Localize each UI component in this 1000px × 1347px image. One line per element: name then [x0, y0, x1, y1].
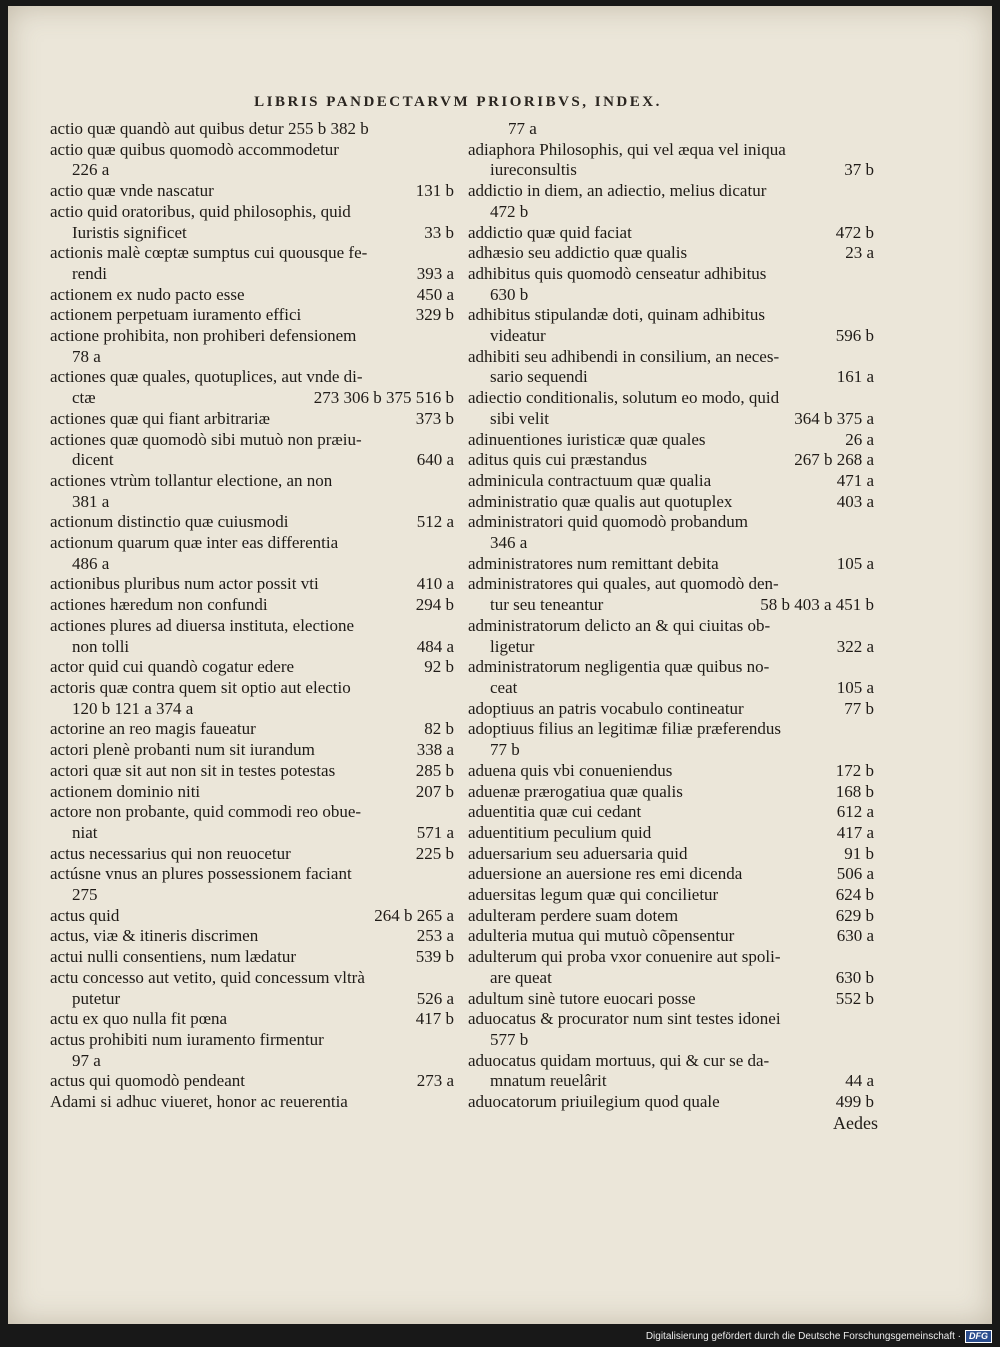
entry-page-ref: 253 a — [416, 926, 454, 946]
entry-page-ref: 630 a — [836, 926, 874, 946]
index-entry — [468, 264, 874, 285]
index-entry — [468, 367, 874, 388]
index-entry — [50, 1009, 454, 1030]
entry-text: actus, viæ & itineris discrimen — [50, 926, 259, 946]
index-entry — [50, 926, 454, 947]
entry-page-ref: 44 a — [845, 1071, 874, 1091]
entry-text: Adami si adhuc viueret, honor ac reuerentia — [50, 1092, 348, 1112]
entry-page-ref: 26 a — [845, 429, 874, 449]
entry-page-ref: 294 b — [415, 595, 454, 615]
entry-text: adulteram perdere suam dotem — [468, 905, 679, 925]
entry-page-ref: 225 b — [415, 843, 454, 863]
entry-text: aduersarium seu aduersaria quid — [468, 843, 688, 863]
entry-text: actiones quæ qui fiant arbitrariæ — [50, 408, 270, 428]
index-entry — [468, 678, 874, 699]
entry-text: actor quid cui quandò cogatur edere — [50, 657, 295, 677]
entry-text: actio quid oratoribus, quid philosophis, quid — [50, 201, 351, 221]
index-entry — [468, 305, 874, 326]
index-entry — [468, 1009, 874, 1030]
index-entry — [468, 802, 874, 823]
entry-text: actiones quæ quales, quotuplices, aut vnde di- — [50, 367, 363, 387]
entry-text: actorine an reo magis faueatur — [50, 719, 256, 739]
index-column-right — [468, 119, 878, 1133]
entry-text: tur seu teneantur — [490, 595, 604, 615]
digitization-footer — [0, 1330, 992, 1343]
entry-text: actus qui quomodò pendeant — [50, 1071, 245, 1091]
index-entry — [50, 554, 454, 575]
entry-text: aduenæ prærogatiua quæ qualis — [468, 781, 683, 801]
entry-text: adhibiti seu adhibendi in consilium, an neces- — [468, 346, 780, 366]
entry-text: Iuristis significet — [72, 222, 187, 242]
entry-text: administratio quæ qualis aut quotuplex — [468, 491, 733, 511]
entry-text: sibi velit — [490, 408, 550, 428]
entry-text: mnatum reuelârit — [490, 1071, 607, 1091]
index-entry — [50, 864, 454, 885]
index-entry — [50, 533, 454, 554]
entry-page-ref: 417 a — [836, 822, 874, 842]
entry-text: actionibus pluribus num actor possit vti — [50, 574, 319, 594]
entry-page-ref: 629 b — [835, 905, 874, 925]
entry-page-ref: 571 a — [416, 822, 454, 842]
entry-text: actionem perpetuam iuramento effici — [50, 305, 302, 325]
index-entry — [468, 885, 874, 906]
entry-text: non tolli — [72, 636, 130, 656]
index-entry — [50, 947, 454, 968]
entry-page-ref: 264 b 265 a — [374, 905, 454, 925]
index-entry — [50, 1051, 454, 1072]
dfg-logo-icon: DFG — [965, 1330, 992, 1343]
entry-text: adiaphora Philosophis, qui vel æqua vel iniqua — [468, 139, 786, 159]
index-entry — [50, 678, 454, 699]
entry-page-ref: 273 a — [416, 1071, 454, 1091]
entry-text: aduocatorum priuilegium quod quale — [468, 1092, 720, 1112]
index-entry — [50, 595, 454, 616]
index-entry — [50, 719, 454, 740]
index-entry — [50, 616, 454, 637]
entry-text: putetur — [72, 988, 121, 1008]
entry-text: adminicula contractuum quæ qualia — [468, 470, 712, 490]
entry-page-ref: 596 b — [835, 326, 874, 346]
catchword: Aedes — [833, 1112, 878, 1133]
entry-text: actio quæ quandò aut quibus detur 255 b 382 b — [50, 119, 369, 138]
entry-text: actiones quæ quomodò sibi mutuò non præiu- — [50, 429, 362, 449]
index-entry — [50, 968, 454, 989]
entry-text: aditus quis cui præstandus — [468, 450, 647, 470]
scanned-page — [8, 6, 992, 1324]
entry-text: 630 b — [490, 284, 529, 304]
index-entry — [468, 1071, 874, 1092]
entry-page-ref: 403 a — [836, 491, 874, 511]
index-entry — [50, 492, 454, 513]
entry-page-ref: 105 a — [836, 677, 874, 697]
entry-page-ref: 338 a — [416, 740, 454, 760]
entry-page-ref: 552 b — [835, 988, 874, 1008]
index-entry — [50, 326, 454, 347]
entry-text: ceat — [490, 677, 518, 697]
index-entry — [50, 285, 454, 306]
index-entry — [468, 1092, 874, 1113]
entry-page-ref: 471 a — [836, 470, 874, 490]
index-entry — [468, 450, 874, 471]
index-entry — [468, 160, 874, 181]
footer-credit-text: Digitalisierung gefördert durch die Deutsche Forschungsgemeinschaft · — [645, 1331, 961, 1343]
index-entry — [468, 409, 874, 430]
entry-text: sario sequendi — [490, 367, 588, 387]
index-entry — [468, 202, 874, 223]
entry-page-ref: 373 b — [415, 408, 454, 428]
entry-text: adhibitus quis quomodò censeatur adhibitus — [468, 263, 767, 283]
index-entry — [468, 243, 874, 264]
index-entry — [468, 471, 874, 492]
entry-text: actionem dominio niti — [50, 781, 201, 801]
index-entry — [50, 1030, 454, 1051]
index-entry — [50, 657, 454, 678]
entry-text: videatur — [490, 326, 546, 346]
index-entry — [468, 1030, 874, 1051]
index-entry — [468, 1051, 874, 1072]
entry-text: addictio quæ quid faciat — [468, 222, 632, 242]
entry-text: adulteria mutua qui mutuò cõpensentur — [468, 926, 735, 946]
index-entry — [468, 616, 874, 637]
entry-text: adulterum qui proba vxor conuenire aut spoli- — [468, 947, 781, 967]
entry-page-ref: 393 a — [416, 263, 454, 283]
index-entry — [50, 1092, 454, 1113]
index-entry — [468, 637, 874, 658]
index-entry — [50, 802, 454, 823]
entry-page-ref: 82 b — [424, 719, 454, 739]
entry-text: administratores qui quales, aut quomodò den- — [468, 574, 779, 594]
index-entry — [468, 657, 874, 678]
entry-text: niat — [72, 822, 98, 842]
entry-text: actionum quarum quæ inter eas differentia — [50, 533, 339, 553]
index-entry — [468, 388, 874, 409]
index-entry — [50, 181, 454, 202]
entry-page-ref: 285 b — [415, 760, 454, 780]
entry-page-ref: 58 b 403 a 451 b — [760, 595, 874, 615]
entry-text: ctæ — [72, 388, 96, 408]
entry-text: 226 a — [72, 160, 110, 180]
index-entry — [50, 637, 454, 658]
entry-text: 275 — [72, 885, 98, 905]
index-entry — [50, 471, 454, 492]
entry-text: actori quæ sit aut non sit in testes potestas — [50, 760, 336, 780]
entry-text: actiones vtrùm tollantur electione, an non — [50, 470, 333, 490]
entry-page-ref: 499 b — [835, 1092, 874, 1112]
index-entry — [50, 409, 454, 430]
entry-page-ref: 23 a — [845, 243, 874, 263]
index-entry — [50, 264, 454, 285]
entry-page-ref: 37 b — [844, 160, 874, 180]
index-entry — [50, 1071, 454, 1092]
entry-text: actu concesso aut vetito, quid concessum vltrà — [50, 967, 365, 987]
entry-page-ref: 168 b — [835, 781, 874, 801]
entry-text: 97 a — [72, 1050, 101, 1070]
index-entry — [50, 450, 454, 471]
entry-page-ref: 526 a — [416, 988, 454, 1008]
index-entry — [468, 699, 874, 720]
entry-text: actus necessarius qui non reuocetur — [50, 843, 291, 863]
entry-text: actio quæ vnde nascatur — [50, 181, 214, 201]
entry-text: adoptiuus an patris vocabulo contineatur — [468, 698, 744, 718]
entry-text: 486 a — [72, 553, 110, 573]
index-entry — [468, 326, 874, 347]
index-entry — [468, 947, 874, 968]
entry-text: actu ex quo nulla fit pœna — [50, 1009, 228, 1029]
entry-text: actionum distinctio quæ cuiusmodi — [50, 512, 289, 532]
entry-text: aduentitium peculium quid — [468, 822, 652, 842]
entry-text: adiectio conditionalis, solutum eo modo, quid — [468, 388, 780, 408]
entry-text: 77 b — [490, 740, 520, 760]
index-entry — [50, 202, 454, 223]
entry-page-ref: 410 a — [416, 574, 454, 594]
entry-text: ligetur — [490, 636, 535, 656]
index-entry — [468, 844, 874, 865]
entry-text: aduena quis vbi conueniendus — [468, 760, 673, 780]
index-entry — [468, 968, 874, 989]
entry-text: aduersione an auersione res emi dicenda — [468, 864, 743, 884]
index-column-left — [50, 119, 454, 1113]
index-entry — [468, 823, 874, 844]
entry-text: administratores num remittant debita — [468, 553, 719, 573]
entry-text: 472 b — [490, 201, 529, 221]
entry-text: actio quæ quibus quomodò accommodetur — [50, 139, 339, 159]
entry-text: adhæsio seu addictio quæ qualis — [468, 243, 688, 263]
index-entry — [50, 906, 454, 927]
entry-text: addictio in diem, an adiectio, melius dicatur — [468, 181, 767, 201]
index-entry — [468, 223, 874, 244]
entry-text: actiones plures ad diuersa instituta, electione — [50, 615, 355, 635]
entry-text: are queat — [490, 967, 552, 987]
entry-page-ref: 630 b — [835, 967, 874, 987]
index-entry — [468, 533, 874, 554]
index-entry — [50, 367, 454, 388]
entry-page-ref: 92 b — [424, 657, 454, 677]
index-entry — [50, 305, 454, 326]
index-entry — [50, 782, 454, 803]
entry-text: actus prohibiti num iuramento firmentur — [50, 1029, 324, 1049]
entry-text: 120 b 121 a 374 a — [72, 698, 194, 718]
index-entry — [50, 823, 454, 844]
index-entry — [50, 512, 454, 533]
entry-text: adoptiuus filius an legitimæ filiæ præferendus — [468, 719, 782, 739]
entry-page-ref: 131 b — [415, 181, 454, 201]
index-entry — [468, 782, 874, 803]
entry-text: adinuentiones iuristicæ quæ quales — [468, 429, 706, 449]
entry-page-ref: 161 a — [836, 367, 874, 387]
entry-page-ref: 364 b 375 a — [794, 408, 874, 428]
entry-text: 78 a — [72, 346, 101, 366]
entry-text: 346 a — [490, 533, 528, 553]
index-entry — [468, 554, 874, 575]
entry-page-ref: 172 b — [835, 760, 874, 780]
index-entry — [50, 761, 454, 782]
entry-text: adultum sinè tutore euocari posse — [468, 988, 696, 1008]
entry-page-ref: 612 a — [836, 802, 874, 822]
entry-page-ref: 267 b 268 a — [794, 450, 874, 470]
index-entry — [468, 989, 874, 1010]
index-entry — [468, 512, 874, 533]
index-entry — [50, 989, 454, 1010]
entry-text: administratorum negligentia quæ quibus no- — [468, 657, 770, 677]
entry-text: actione prohibita, non prohiberi defensionem — [50, 326, 357, 346]
entry-text: actionem ex nudo pacto esse — [50, 284, 245, 304]
index-entry — [50, 223, 454, 244]
entry-text: actore non probante, quid commodi reo obue- — [50, 802, 362, 822]
entry-page-ref: 105 a — [836, 553, 874, 573]
entry-page-ref: 512 a — [416, 512, 454, 532]
index-entry — [50, 740, 454, 761]
index-entry — [50, 119, 454, 140]
entry-page-ref: 207 b — [415, 781, 454, 801]
entry-page-ref: 640 a — [416, 450, 454, 470]
index-entry — [50, 885, 454, 906]
index-entry — [50, 388, 454, 409]
entry-text: actúsne vnus an plures possessionem faciant — [50, 864, 352, 884]
index-entry — [468, 140, 874, 161]
entry-text: administratorum delicto an & qui ciuitas ob- — [468, 615, 771, 635]
index-entry — [468, 574, 874, 595]
index-entry — [468, 719, 874, 740]
index-entry — [468, 285, 874, 306]
entry-text: 77 a — [508, 119, 537, 138]
index-entry — [468, 926, 874, 947]
entry-text: aduocatus & procurator num sint testes idonei — [468, 1009, 781, 1029]
entry-page-ref: 91 b — [844, 843, 874, 863]
entry-text: adhibitus stipulandæ doti, quinam adhibitus — [468, 305, 766, 325]
index-entry — [468, 906, 874, 927]
index-entry — [468, 181, 874, 202]
entry-page-ref: 273 306 b 375 516 b — [313, 388, 454, 408]
entry-page-ref: 329 b — [415, 305, 454, 325]
entry-text: rendi — [72, 263, 107, 283]
index-entry — [50, 140, 454, 161]
entry-text: dicent — [72, 450, 114, 470]
entry-text: aduersitas legum quæ qui concilietur — [468, 885, 719, 905]
index-entry — [50, 160, 454, 181]
entry-text: aduentitia quæ cui cedant — [468, 802, 642, 822]
entry-page-ref: 472 b — [835, 222, 874, 242]
entry-text: actionis malè cœptæ sumptus cui quousque fe- — [50, 243, 368, 263]
entry-text: actui nulli consentiens, num lædatur — [50, 947, 296, 967]
index-entry — [50, 574, 454, 595]
entry-page-ref: 450 a — [416, 284, 454, 304]
entry-page-ref: 417 b — [415, 1009, 454, 1029]
entry-text: actiones hæredum non confundi — [50, 595, 268, 615]
index-entry — [50, 430, 454, 451]
entry-text: aduocatus quidam mortuus, qui & cur se da- — [468, 1050, 770, 1070]
index-entry — [468, 864, 874, 885]
entry-page-ref: 624 b — [835, 885, 874, 905]
index-entry — [468, 430, 874, 451]
index-entry — [50, 347, 454, 368]
entry-page-ref: 322 a — [836, 636, 874, 656]
entry-text: 381 a — [72, 491, 110, 511]
index-entry — [468, 347, 874, 368]
entry-text: 577 b — [490, 1029, 529, 1049]
entry-page-ref: 484 a — [416, 636, 454, 656]
running-head: LIBRIS PANDECTARVM PRIORIBVS, INDEX. — [254, 94, 662, 110]
entry-text: iureconsultis — [490, 160, 577, 180]
entry-text: actus quid — [50, 905, 120, 925]
entry-text: administratori quid quomodò probandum — [468, 512, 748, 532]
index-entry — [50, 243, 454, 264]
index-entry — [468, 595, 874, 616]
entry-page-ref: 33 b — [424, 222, 454, 242]
entry-page-ref: 77 b — [844, 698, 874, 718]
entry-page-ref: 539 b — [415, 947, 454, 967]
index-entry — [468, 119, 874, 140]
index-entry — [50, 844, 454, 865]
index-entry — [50, 699, 454, 720]
index-entry — [468, 740, 874, 761]
entry-text: actoris quæ contra quem sit optio aut electio — [50, 677, 351, 697]
entry-text: actori plenè probanti num sit iurandum — [50, 740, 315, 760]
index-entry — [468, 761, 874, 782]
entry-page-ref: 506 a — [836, 864, 874, 884]
index-entry — [468, 492, 874, 513]
